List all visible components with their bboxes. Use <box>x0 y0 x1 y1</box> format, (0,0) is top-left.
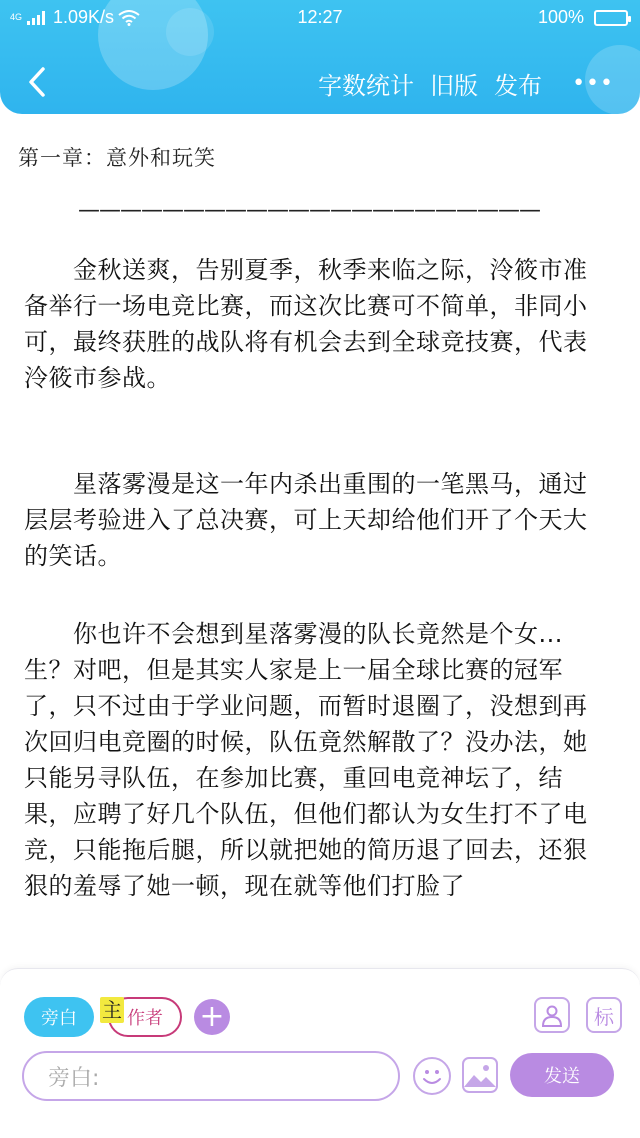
status-right <box>538 7 628 28</box>
role-author-chip[interactable]: 作者 <box>108 997 182 1037</box>
word-count-button[interactable]: 字数统计 <box>318 72 415 100</box>
composer-panel <box>0 968 640 1138</box>
network-speed: 1.09K/s <box>53 7 115 27</box>
chevron-left-icon <box>27 66 47 98</box>
paragraph: 星落雾漫是这一年内杀出重围的一笔黑马，通过层层考验进入了总决赛，可上天却给他们开了个天大的笑话。 <box>24 470 588 570</box>
profile-card-icon <box>540 1002 564 1028</box>
add-role-button[interactable]: + <box>194 999 230 1035</box>
profile-card-button[interactable] <box>534 997 570 1033</box>
battery-icon <box>594 10 628 26</box>
message-input[interactable] <box>22 1051 400 1101</box>
app-header <box>0 0 640 114</box>
image-icon <box>464 1059 496 1091</box>
input-placeholder: 旁白: <box>48 1065 100 1091</box>
chapter-divider: —————————————————————— <box>78 198 540 223</box>
emoji-button[interactable] <box>413 1057 451 1095</box>
old-version-button[interactable]: 旧版 <box>430 72 479 100</box>
image-button[interactable] <box>462 1057 498 1093</box>
send-button[interactable]: 发送 <box>510 1053 614 1097</box>
status-bar <box>0 0 640 34</box>
paragraph: 金秋送爽，告别夏季，秋季来临之际，泠筱市准备举行一场电竞比赛，而这次比赛可不简单，非同小可，最终获胜的战队将有机会去到全球竞技赛，代表泠筱市参战。 <box>24 256 588 392</box>
chapter-title: 第一章：意外和玩笑 <box>18 146 216 170</box>
toolbar-actions <box>318 66 614 101</box>
battery-percent: 100% <box>537 7 584 27</box>
role-narrator-chip[interactable]: 旁白 <box>24 997 94 1037</box>
back-button[interactable] <box>20 62 54 102</box>
status-time: 12:27 <box>297 7 343 27</box>
more-menu-button[interactable]: ••• <box>572 70 614 96</box>
paragraph: 你也许不会想到星落雾漫的队长竟然是个女...生？对吧，但是其实人家是上一届全球比赛的冠军了，只不过由于学业问题，而暂时退圈了，没想到再次回归电竞圈的时候，队伍竟然解散了？没办法，她只能另寻队伍，在参加比赛，重回电竞神坛了，结果，应聘了好几个队伍，但他们都认为女生打不了电竞，只能拖后腿，所以就把她的简历退了回去，还狠狠的羞辱了她一顿，现在就等他们打脸了 <box>24 620 588 900</box>
network-type: 4G <box>10 12 23 22</box>
tag-button[interactable]: 标 <box>586 997 622 1033</box>
smiley-icon <box>415 1059 449 1093</box>
chapter-content[interactable] <box>0 114 640 968</box>
role-main-tag: 主 <box>102 998 122 1022</box>
publish-button[interactable]: 发布 <box>494 72 543 100</box>
nav-bar <box>0 56 640 108</box>
